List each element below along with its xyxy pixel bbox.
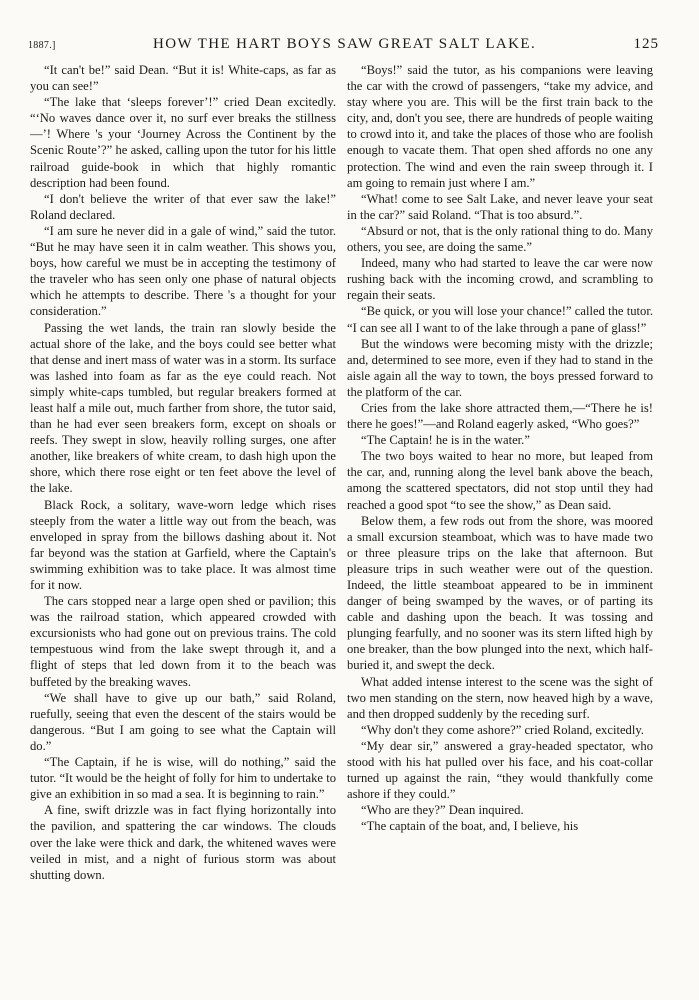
paragraph: “The lake that ‘sleeps forever’!” cried Dean excitedly. “‘No waves dance over it, no surf ever breaks the stillness—’! Where 's your ‘Journey Across the Continent by the Scenic Route’?” he asked, calling upon the tutor for his little railroad guide-book in which that highly romantic description had been found. bbox=[30, 95, 336, 190]
header-title: HOW THE HART BOYS SAW GREAT SALT LAKE. bbox=[153, 36, 537, 52]
paragraph: “I am sure he never did in a gale of wind,” said the tutor. “But he may have seen it in calm weather. This shows you, boys, how careful we must be in accepting the testimony of the traveler who has seen only one phase of natural objects which he attempts to describe. There 's a thought for your consideration.” bbox=[30, 223, 336, 319]
paragraph: “Why don't they come ashore?” cried Roland, excitedly. bbox=[361, 722, 644, 737]
paragraph: “Absurd or not, that is the only rational thing to do. Many others, you see, are doing the same.” bbox=[347, 223, 653, 255]
paragraph: But the windows were becoming misty with the drizzle; and, determined to see more, even if they had to stand in the aisle again all the way to town, the boys pressed forward to the platform of the car. bbox=[347, 336, 653, 399]
paragraph: What added intense interest to the scene was the sight of two men standing on the stern, now heaved high by a wave, and then dropped suddenly by the receding surf. bbox=[347, 674, 653, 721]
paragraph: “The Captain! he is in the water.” bbox=[361, 433, 530, 448]
running-header bbox=[28, 36, 659, 58]
paragraph: A fine, swift drizzle was in fact flying horizontally into the pavilion, and spattering the car windows. The clouds over the lake were thick and dark, the whitened waves were veiled in mist, and a night of furious storm was about shutting down. bbox=[30, 803, 336, 882]
paragraph: Indeed, many who had started to leave the car were now rushing back with the incoming crowd, and scrambling to regain their seats. bbox=[347, 256, 653, 303]
left-column bbox=[30, 62, 336, 883]
paragraph: Below them, a few rods out from the shore, was moored a small excursion steamboat, which was to have made two or three pleasure trips on the lake that afternoon. But pleasure trips in such weather were out of the question. Indeed, the little steamboat appeared to be in imminent danger of being swamped by the waves, or of parting its cable and dashing upon the beach. It was tossing and plunging fearfully, and no sooner was its stern lifted high by one breaker, than the bow plunged into the next, which half-buried it, and swept the deck. bbox=[347, 513, 653, 673]
paragraph: “What! come to see Salt Lake, and never leave your seat in the car?” said Roland. “That is too absurd.”. bbox=[347, 191, 653, 222]
paragraph: “Boys!” said the tutor, as his companions were leaving the car with the crowd of passengers, “take my advice, and stay where you are. This will be the first train back to the city, and, don't you see, there are hundreds of people waiting to crowd into it, and take the places of those who are foolish enough to vacate them. That open shed affords no one any protection. The wind and even the rain sweep through it. I am going to remain just where I am.” bbox=[347, 63, 653, 190]
paragraph: “My dear sir,” answered a gray-headed spectator, who stood with his hat pulled over his face, and his coat-collar turned up against the rain, “they would thankfully come ashore if they could.” bbox=[347, 738, 653, 802]
page-number: 125 bbox=[633, 36, 659, 52]
header-year: 1887.] bbox=[28, 40, 56, 51]
paragraph: “It can't be!” said Dean. “But it is! White-caps, as far as you can see!” bbox=[30, 63, 336, 94]
paragraph: “We shall have to give up our bath,” said Roland, ruefully, seeing that even the descent of the stairs would be dangerous. “But I am going to see what the Captain will do.” bbox=[30, 690, 336, 753]
paragraph: The two boys waited to hear no more, but leaped from the car, and, running along the level bank above the beach, among the scattered spectators, did not stop until they had reached a good spot “to see the show,” as Dean said. bbox=[347, 449, 653, 512]
right-column bbox=[347, 62, 653, 835]
paragraph: “The captain of the boat, and, I believe, his bbox=[361, 819, 579, 834]
paragraph: “The Captain, if he is wise, will do nothing,” said the tutor. “It would be the height of folly for him to undertake to give an exhibition in so mad a sea. It is beginning to rain.” bbox=[30, 755, 336, 802]
paragraph: Cries from the lake shore attracted them,—“There he is! there he goes!”—and Roland eagerly asked, “Who goes?” bbox=[347, 400, 653, 432]
paragraph: The cars stopped near a large open shed or pavilion; this was the railroad station, which appeared crowded with excursionists who had gone out on previous trains. The cold tempestuous wind from the lake swept through it, and a flight of steps that led down from it to the beach was buffeted by the breaking waves. bbox=[30, 594, 336, 689]
paragraph: “Who are they?” Dean inquired. bbox=[361, 803, 524, 818]
paragraph: Passing the wet lands, the train ran slowly beside the actual shore of the lake, and the boys could see better what that dense and inert mass of water was in a storm. Its surface was lashed into foam as far as the eye could reach. Not simply white-caps tumbled, but regular breakers formed at least half a mile out, much farther from shore, the tutor said, than he had ever seen breakers form, except on shoals or reefs. They swept in slow, heavily rolling surges, one after another, like breakers of white cream, to dash high upon the shore, which there rose eight or ten feet above the level of the lake. bbox=[30, 320, 337, 496]
paragraph: “I don't believe the writer of that ever saw the lake!” Roland declared. bbox=[30, 191, 336, 222]
paragraph: “Be quick, or you will lose your chance!” called the tutor. “I can see all I want to of the lake through a pane of glass!” bbox=[347, 304, 653, 335]
paragraph: Black Rock, a solitary, wave-worn ledge which rises steeply from the water a little way out from the beach, was enveloped in spray from the billows dashing about it. Not far beyond was the station at Garfield, where the Captain's swimming exhibition was to take place. It was almost time for it now. bbox=[30, 497, 336, 592]
